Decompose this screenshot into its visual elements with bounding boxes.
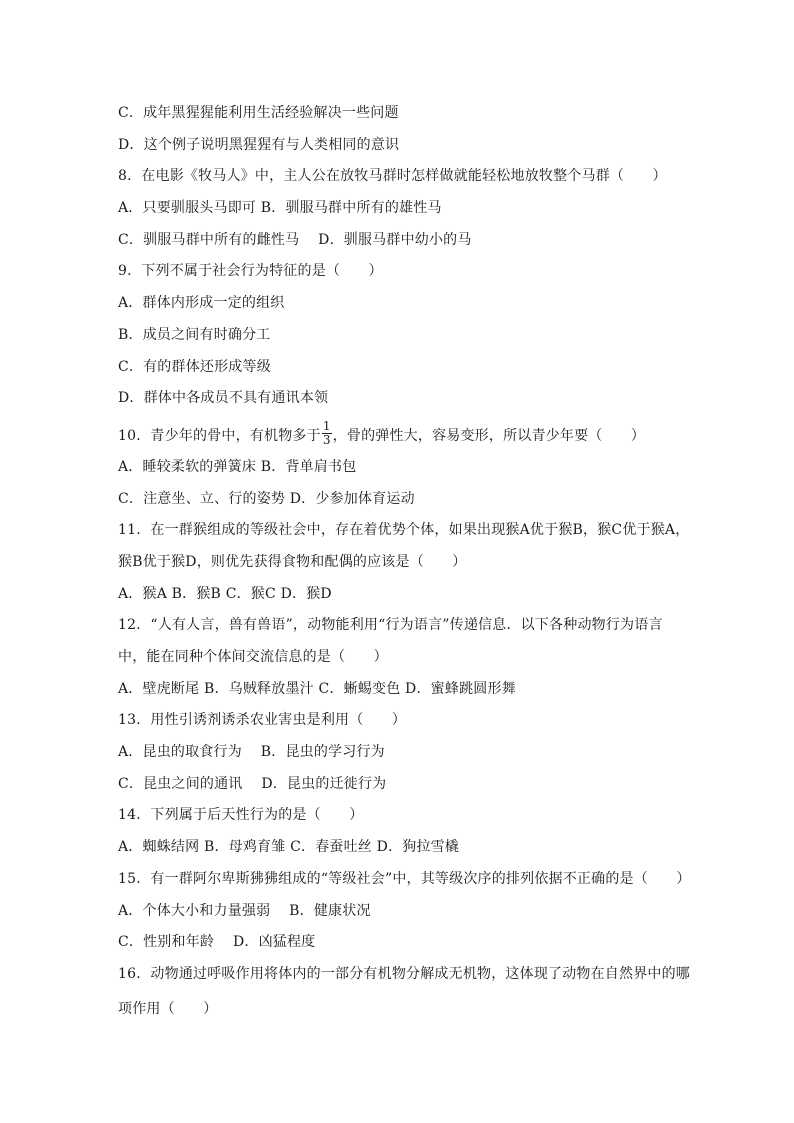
- option-line: A．睡较柔软的弹簧床 B．背单肩书包: [118, 458, 357, 475]
- question-11: 11．在一群猴组成的等级社会中，存在着优势个体，如果出现猴A优于猴B，猴C优于猴A，: [118, 522, 690, 539]
- option-line: C．驯服马群中所有的雌性马 D．驯服马群中幼小的马: [118, 231, 472, 248]
- question-15: 15．有一群阿尔卑斯狒狒组成的“等级社会”中，其等级次序的排列依据不正确的是（ ）: [118, 870, 691, 887]
- option-line: A．蜘蛛结网 B．母鸡育雏 C．春蚕吐丝 D．狗拉雪橇: [118, 839, 460, 856]
- question-16-cont: 项作用（ ）: [118, 1000, 218, 1017]
- question-16: 16．动物通过呼吸作用将体内的一部分有机物分解成无机物，这体现了动物在自然界中的哪: [118, 965, 691, 982]
- option-line: A．只要驯服头马即可 B．驯服马群中所有的雄性马: [118, 200, 442, 217]
- option-line: A．昆虫的取食行为 B．昆虫的学习行为: [118, 744, 385, 761]
- question-9: 9．下列不属于社会行为特征的是（ ）: [118, 263, 383, 280]
- question-14: 14．下列属于后天性行为的是（ ）: [118, 807, 364, 824]
- option-line: C．性别和年龄 D．凶猛程度: [118, 934, 316, 951]
- fraction-one-third: [322, 420, 332, 447]
- option-line: B．成员之间有时确分工: [118, 326, 271, 343]
- option-line: A．个体大小和力量强弱 B．健康状况: [118, 902, 371, 919]
- fraction-numerator: 1: [322, 419, 331, 434]
- question-8: 8．在电影《牧马人》中，主人公在放牧马群时怎样做就能轻松地放牧整个马群（ ）: [118, 168, 667, 185]
- option-line: C．成年黑猩猩能利用生活经验解决一些问题: [118, 105, 399, 121]
- option-line: C．昆虫之间的通讯 D．昆虫的迁徙行为: [118, 775, 387, 792]
- question-10: [118, 419, 678, 447]
- question-13: 13．用性引诱剂诱杀农业害虫是利用（ ）: [118, 712, 407, 729]
- option-line: A．壁虎断尾 B．乌贼释放墨汁 C．蜥蜴变色 D．蜜蜂跳圆形舞: [118, 680, 516, 697]
- option-line: C．注意坐、立、行的姿势 D．少参加体育运动: [118, 490, 415, 507]
- question-10-text-before: 10．青少年的骨中，有机物多于: [118, 427, 321, 444]
- question-list: [118, 102, 691, 1030]
- question-10-text-after: ，骨的弹性大，容易变形，所以青少年要（ ）: [332, 427, 646, 444]
- option-line: D．群体中各成员不具有通讯本领: [118, 390, 329, 407]
- option-line: A．群体内形成一定的组织: [118, 295, 285, 312]
- question-12-cont: 中，能在同种个体间交流信息的是（ ）: [118, 649, 388, 665]
- option-line: C．有的群体还形成等级: [118, 358, 271, 375]
- option-line: D．这个例子说明黑猩猩有与人类相同的意识: [118, 136, 400, 153]
- question-11-cont: 猴B优于猴D，则优先获得食物和配偶的应该是（ ）: [118, 553, 467, 570]
- fraction-denominator: 3: [322, 433, 331, 448]
- option-line: A．猴A B．猴B C．猴C D．猴D: [118, 585, 332, 602]
- question-12: 12．“人有人言，兽有兽语”，动物能利用“行为语言”传递信息．以下各种动物行为语言: [118, 617, 663, 634]
